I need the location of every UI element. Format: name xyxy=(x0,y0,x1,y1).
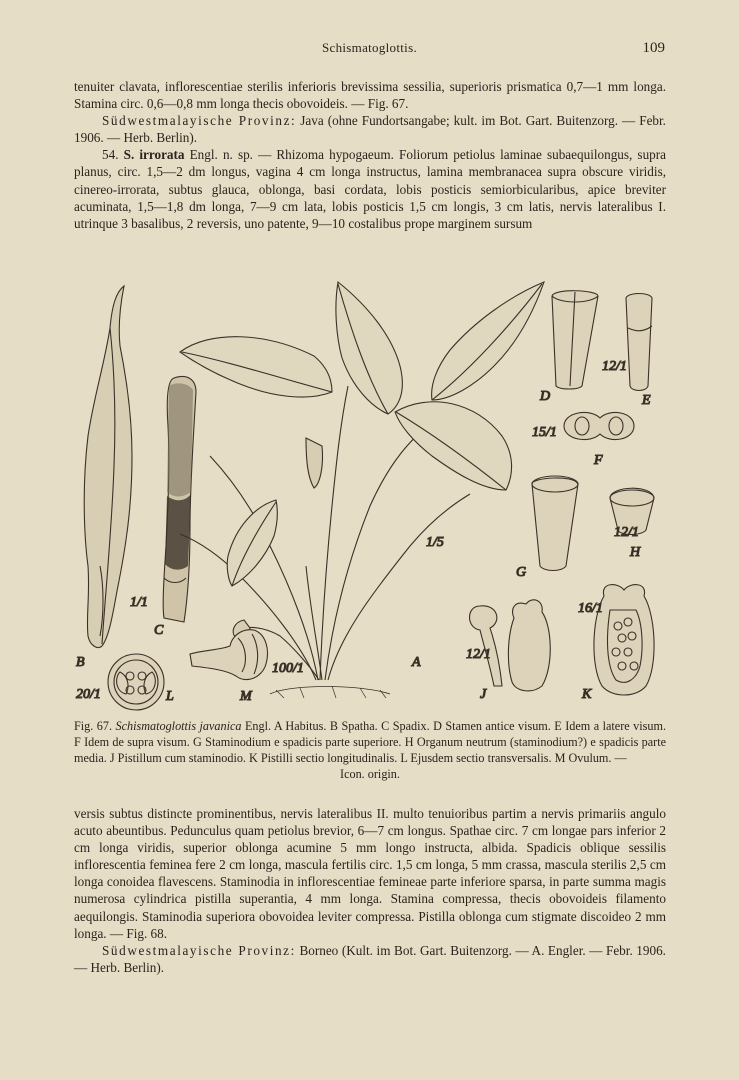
paragraph-description-continued: versis subtus distincte prominentibus, nervis lateralibus II. multo tenuioribus partim a nervis primariis angulo acuto abeuntibus. Pedunculus quam petiolus brevior, 6—7 cm longus. Spathae circ. 7 cm longae pars inferior 2 cm longa viridis, superior oblonga acumine 5 mm longo instructa, albida. Spadicis oblique sessilis inflorescentia feminea fere 2 cm longa, mascula fertilis circ. 1,5 cm longa, 5 mm crassa, mascula sterilis 2,5 cm longa conoidea flavescens. Staminodia in inflorescentiae femineae parte inferiore sparsa, in parte summa magis numerosa cylindrica pistilla superantia, 4 mm longa. Stamina compressa, thecis obovoideis filamento aequilongis. Staminodia superiora obovoidea leviter compressa. Pistilla oblonga cum stigmate discoideo 2 mm longa. — Fig. 68. xyxy=(74,806,666,941)
scale-de: 12/1 xyxy=(602,359,627,374)
scale-bc: 1/1 xyxy=(130,595,148,610)
region-name: Südwestmalayische Provinz: xyxy=(102,113,297,129)
label-b: B xyxy=(76,655,85,670)
page-number: 109 xyxy=(642,40,665,56)
pistil-drawing-j xyxy=(470,600,551,691)
species-name: S. irrorata xyxy=(123,147,185,163)
stamen-drawings-d-e xyxy=(552,291,652,391)
region-name-borneo: Südwestmalayische Provinz: xyxy=(102,942,296,958)
locality-text: Java (ohne Fundortsangabe; kult. im Bot. Gart. Buitenzorg. — Febr. 1906. — Herb. Berlin). xyxy=(74,113,666,146)
label-k: K xyxy=(582,687,592,702)
scale-m: 100/1 xyxy=(272,661,304,676)
figure-drawing xyxy=(70,266,670,712)
bottom-text-block xyxy=(74,805,666,976)
caption-body xyxy=(74,718,666,766)
locality-text-borneo: Borneo (Kult. im Bot. Gart. Buitenzorg. — A. Engler. — Febr. 1906. — Herb. Berlin). xyxy=(74,942,666,975)
scale-gh: 12/1 xyxy=(614,525,639,540)
figure-caption xyxy=(74,718,666,782)
scale-a: 1/5 xyxy=(426,535,444,550)
label-e: E xyxy=(642,393,651,408)
botanical-figure-67 xyxy=(70,266,670,712)
ovule-drawing-m xyxy=(190,630,268,680)
caption-source: Icon. origin. xyxy=(340,767,400,781)
scale-j: 12/1 xyxy=(466,647,491,662)
label-l: L xyxy=(166,689,174,704)
paragraph-locality-borneo xyxy=(74,942,666,976)
scale-l: 20/1 xyxy=(76,687,101,702)
spatha-drawing-b xyxy=(84,286,132,648)
species-description: Engl. n. sp. — Rhizoma hypogaeum. Foliorum petiolus laminae subaequilongus, supra planus, circ. 1,5—2 dm longus, vagina 4 cm longa instructus, lamina membranacea supra obscure viridis, cinereo-irrorata, subtus glauca, oblonga, basi cordata, lobis posticis semiorbicularibus, apice breviter acuminata, 1,5—1,8 dm longa, 7—9 cm lata, lobis posticis 1,5 cm longis, 3 cm latis, nervis lateralibus I. utrinque 3 basalibus, 2 reversis, uno patente, 9—10 costalibus prope marginem sursum xyxy=(74,147,666,231)
paragraph-species-54 xyxy=(74,146,666,231)
top-text-block xyxy=(74,78,666,232)
species-number: 54. xyxy=(102,147,124,163)
cross-section-drawing-l xyxy=(108,654,164,710)
stamen-top-view-f xyxy=(564,412,634,439)
scale-k: 16/1 xyxy=(578,601,603,616)
scale-f: 15/1 xyxy=(532,425,557,440)
label-a: A xyxy=(412,655,421,670)
paragraph-continued: tenuiter clavata, inflorescentiae sterilis inferioris brevissima sessilia, superioris prismatica 0,7—1 mm longa. Stamina circ. 0,6—0,8 mm longa thecis obovoideis. — Fig. 67. xyxy=(74,79,666,112)
caption-species: Schismatoglottis javanica xyxy=(115,719,242,733)
caption-fig-number: Fig. 67. xyxy=(74,719,116,733)
label-g: G xyxy=(516,565,527,580)
label-m: M xyxy=(240,689,252,704)
label-d: D xyxy=(540,389,551,404)
caption-text: Engl. A Habitus. B Spatha. C Spadix. D Stamen antice visum. E Idem a latere visum. F Idem de supra visum. G Staminodium e spadicis parte superiore. H Organum neutrum (staminodium?) e spadicis parte media. J Pistillum cum staminodio. K Pistilli sectio longitudinalis. L Ejusdem sectio transversalis. M Ovulum. — xyxy=(74,719,666,765)
label-f: F xyxy=(594,453,603,468)
label-h: H xyxy=(630,545,641,560)
label-c: C xyxy=(154,623,164,638)
running-title: Schismatoglottis. xyxy=(321,40,418,55)
label-j: J xyxy=(480,687,487,702)
pistil-section-drawing-k xyxy=(594,585,654,695)
paragraph-locality-java xyxy=(74,112,666,146)
spadix-drawing-c xyxy=(163,377,196,622)
